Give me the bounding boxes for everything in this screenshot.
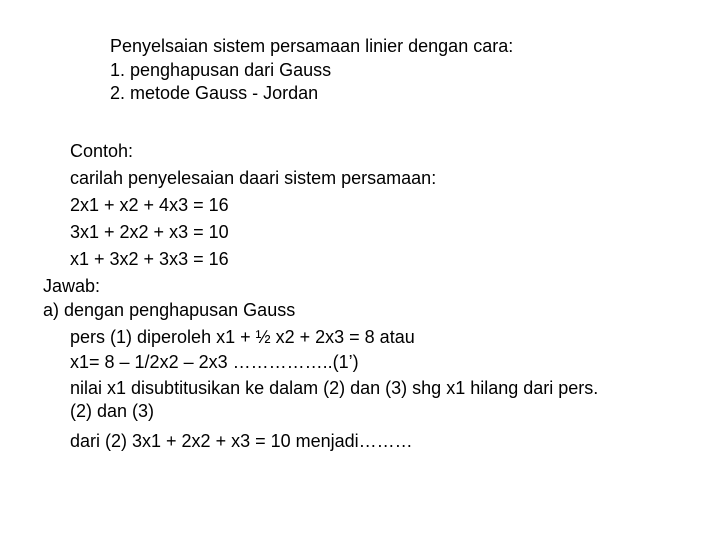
answer-part-a: a) dengan penghapusan Gauss — [43, 300, 296, 320]
answer-step-3-line-1: nilai x1 disubtitusikan ke dalam (2) dan (3) shg x1 hilang dari pers. — [70, 378, 599, 398]
equation-3: x1 + 3x2 + 3x3 = 16 — [70, 249, 229, 269]
example-prompt: carilah penyelesaian daari sistem persamaan: — [70, 168, 437, 188]
answer-label: Jawab: — [43, 276, 101, 296]
heading-title: Penyelsaian sistem persamaan linier dengan cara: — [110, 36, 514, 56]
equation-2: 3x1 + 2x2 + x3 = 10 — [70, 222, 229, 242]
equation-1: 2x1 + x2 + 4x3 = 16 — [70, 195, 229, 215]
answer-step-2: x1= 8 – 1/2x2 – 2x3 ……………..(1’) — [70, 352, 359, 372]
method-item-2: 2. metode Gauss - Jordan — [110, 83, 319, 103]
answer-step-4: dari (2) 3x1 + 2x2 + x3 = 10 menjadi……… — [70, 431, 413, 451]
answer-step-1: pers (1) diperoleh x1 + ½ x2 + 2x3 = 8 atau — [70, 327, 415, 347]
answer-step-3-line-2: (2) dan (3) — [70, 401, 155, 421]
method-item-1: 1. penghapusan dari Gauss — [110, 60, 332, 80]
example-label: Contoh: — [70, 141, 134, 161]
